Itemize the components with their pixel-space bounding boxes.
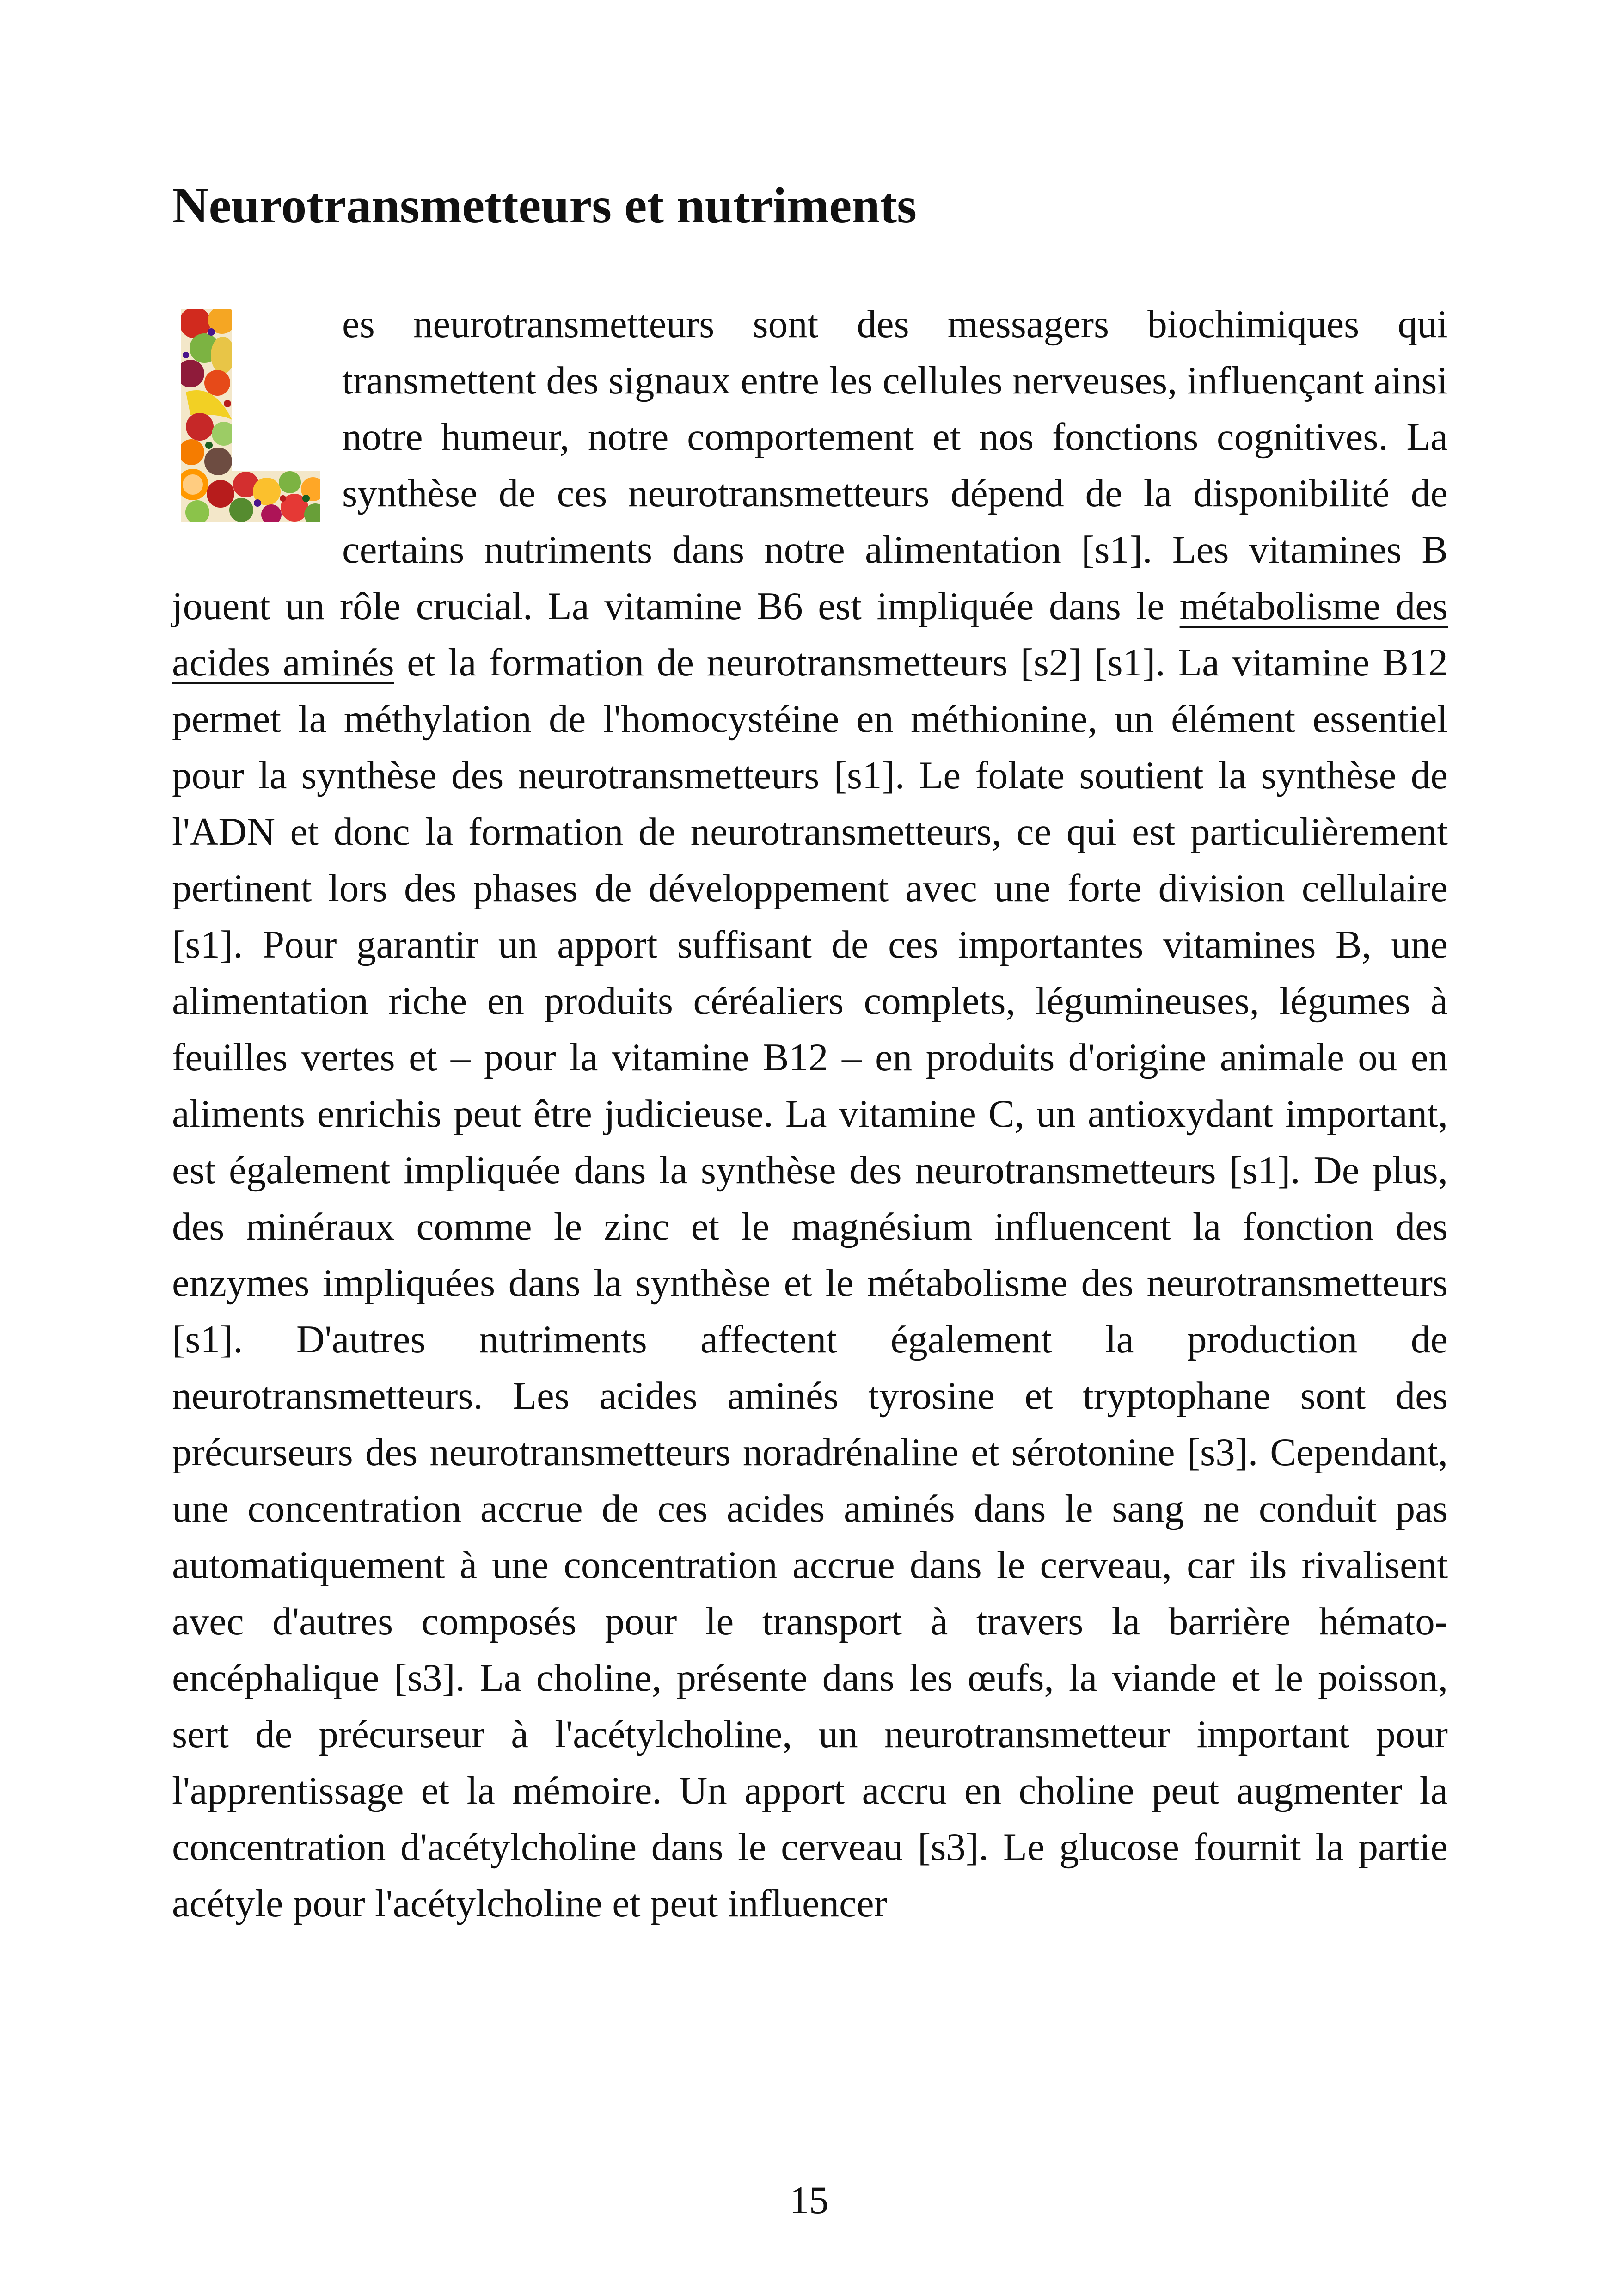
body-paragraph <box>172 296 1448 1932</box>
paragraph-text-start: es neurotransmetteurs sont des messagers biochimiques qui transmettent des signaux entre les cellules nerveuses, influençant ainsi notre humeur, notre comportement et nos fonctions cognitives. La synthèse de ces neurotransmetteurs dépend de la disponibilité de certains nutriments dans notre alimentation [s1]. Les vitamines B jouent un rôle crucial. La vitamine B6 est impliquée dans le <box>172 302 1448 628</box>
underlined-phrase: métabolisme des acides aminés <box>172 584 1448 684</box>
fruit-letter-l-icon <box>172 304 329 526</box>
page-heading: Neurotransmetteurs et nutriments <box>172 177 917 233</box>
paragraph-text-end: et la formation de neurotransmetteurs [s2] [s1]. La vitamine B12 permet la méthylation de l'homocystéine en méthionine, un élément essentiel pour la synthèse des neurotransmetteurs [s1]. Le folate soutient la synthèse de l'ADN et donc la formation de neurotransmetteurs, ce qui est particulièrement pertinent lors des phases de développement avec une forte division cellulaire [s1]. Pour garantir un apport suffisant de ces importantes vitamines B, une alimentation riche en produits céréaliers complets, légumineuses, légumes à feuilles vertes et – pour la vitamine B12 – en produits d'origine animale ou en aliments enrichis peut être judicieuse. La vitamine C, un antioxydant important, est également impliquée dans la synthèse des neurotransmetteurs [s1]. De plus, des minéraux comme le zinc et le magnésium influencent la fonction des enzymes impliquées dans la synthèse et le métabolisme des neurotransmetteurs [s1]. D'autres nutriments affectent également la production de neurotransmetteurs. Les acides aminés tyrosine et tryptophane sont des précurseurs des neurotransmetteurs noradrénaline et sérotonine [s3]. Cependant, une concentration accrue de ces acides aminés dans le sang ne conduit pas automatiquement à une concentration accrue dans le cerveau, car ils rivalisent avec d'autres composés pour le transport à travers la barrière hémato-encéphalique [s3]. La choline, présente dans les œufs, la viande et le poisson, sert de précurseur à l'acétylcholine, un neurotransmetteur important pour l'apprentissage et la mémoire. Un apport accru en choline peut augmenter la concentration d'acétylcholine dans le cerveau [s3]. Le glucose fournit la partie acétyle pour l'acétylcholine et peut influencer <box>172 641 1448 1925</box>
page-number: 15 <box>789 2179 829 2222</box>
